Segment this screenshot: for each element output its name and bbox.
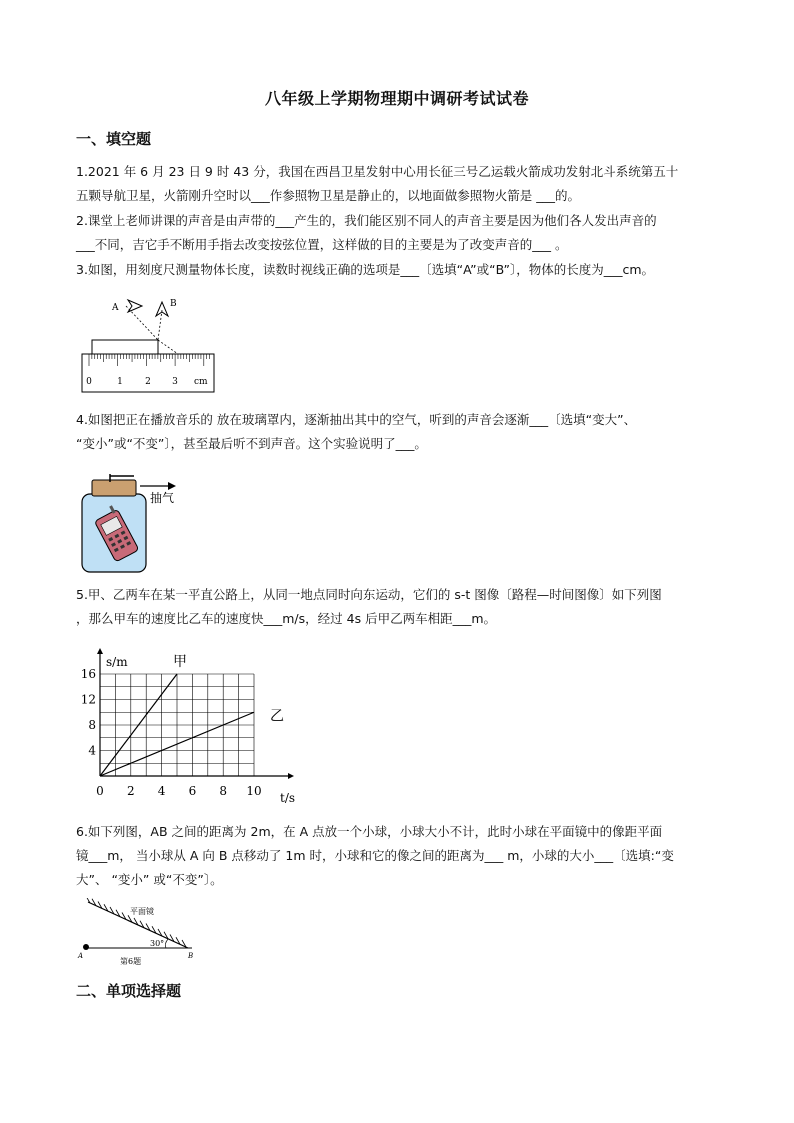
ruler-unit: cm (194, 377, 208, 387)
bell-jar-figure (76, 472, 196, 576)
x-tick-label: 8 (219, 784, 228, 798)
point-b-label: B (188, 952, 194, 960)
angle-label: 30° (150, 939, 165, 948)
ruler-label-2: 2 (145, 377, 151, 387)
question-6-line-2: 镜___m， 当小球从 A 向 B 点移动了 1m 时，小球和它的像之间的距离为___ m，小球的大小___〔选填:“变 (76, 848, 674, 863)
question-4-line-1: 4.如图把正在播放音乐的 放在玻璃罩内，逐渐抽出其中的空气，听到的声音会逐渐___〔选填“变大”、 (76, 412, 637, 427)
question-5-line-1: 5.甲、乙两车在某一平直公路上，从同一地点同时向东运动，它们的 s-t 图像〔路程—时间图像〕如下列图 (76, 587, 662, 602)
section-heading-single-choice: 二、单项选择题 (76, 982, 182, 1000)
mirror-label: 平面镜 (130, 907, 154, 916)
x-axis-arrow-icon (288, 773, 294, 779)
question-6 (76, 820, 720, 892)
plane-mirror-figure (76, 898, 198, 968)
y-tick-label: 16 (80, 667, 96, 681)
question-4-line-2: “变小”或“不变”〕，甚至最后听不到声音。这个实验说明了___。 (76, 436, 427, 451)
jar-stopper (92, 480, 136, 496)
question-2-line-2: ___不同，吉它手不断用手指去改变按弦位置，这样做的目的主要是为了改变声音的___ 。 (76, 237, 568, 252)
question-1 (76, 160, 720, 208)
y-tick-label: 4 (88, 743, 96, 758)
ruler-label-1: 1 (117, 377, 123, 387)
x-tick-label: 6 (188, 784, 197, 798)
measured-object (92, 340, 158, 354)
ruler-ticks (89, 354, 210, 366)
pump-label: 抽气 (150, 491, 175, 505)
arrow-head-icon (168, 482, 176, 490)
y-tick-label: 12 (80, 692, 96, 707)
x-tick-label: 0 (96, 784, 104, 798)
question-6-line-1: 6.如下列图，AB 之间的距离为 2m，在 A 点放一个小球，小球大小不计，此时小球在平面镜中的像距平面 (76, 824, 663, 839)
question-5 (76, 583, 720, 631)
question-1-line-2: 五颗导航卫星，火箭刚升空时以___作参照物卫星是静止的，以地面做参照物火箭是 ___的。 (76, 188, 580, 203)
ruler-label-0: 0 (86, 377, 92, 387)
section-heading-fill-in: 一、填空题 (76, 130, 152, 148)
sight-line-extension (158, 340, 178, 354)
page-title: 八年级上学期物理期中调研考试试卷 (264, 89, 529, 108)
question-2 (76, 209, 720, 257)
question-6-line-3: 大”、 “变小” 或“不变”〕。 (76, 872, 223, 887)
ball (83, 944, 89, 950)
ruler-figure (76, 292, 221, 398)
s-t-chart (78, 646, 308, 808)
x-tick-label: 4 (157, 784, 166, 798)
y-axis-label: s/m (106, 655, 128, 669)
y-axis-arrow-icon (97, 648, 103, 654)
label-b: B (170, 299, 177, 309)
question-3-line-1: 3.如图，用刻度尺测量物体长度，读数时视线正确的选项是___〔选填“A”或“B”〕，物体的长度为___cm。 (76, 262, 655, 277)
question-1-line-1: 1.2021 年 6 月 23 日 9 时 43 分，我国在西昌卫星发射中心用长征三号乙运载火箭成功发射北斗系统第五十 (76, 164, 679, 179)
point-a-label: A (78, 952, 84, 960)
series-label-yi: 乙 (270, 708, 284, 725)
question-3 (76, 258, 720, 282)
question-5-line-2: ，那么甲车的速度比乙车的速度快___m/s，经过 4s 后甲乙两车相距___m。 (76, 611, 496, 626)
y-tick-label: 8 (88, 718, 96, 732)
figure-caption: 第6题 (120, 957, 142, 966)
eye-b-icon (156, 302, 168, 316)
question-2-line-1: 2.课堂上老师讲课的声音是由声带的___产生的，我们能区别不同人的声音主要是因为他们各人发出声音的 (76, 213, 657, 228)
series-label-jia: 甲 (173, 654, 187, 670)
x-tick-label: 2 (126, 784, 135, 798)
question-4 (76, 408, 720, 456)
label-a: A (112, 303, 119, 313)
x-axis-label: t/s (280, 791, 296, 805)
ruler-label-3: 3 (172, 377, 178, 387)
angle-arc (165, 939, 168, 948)
x-tick-label: 10 (246, 784, 262, 798)
